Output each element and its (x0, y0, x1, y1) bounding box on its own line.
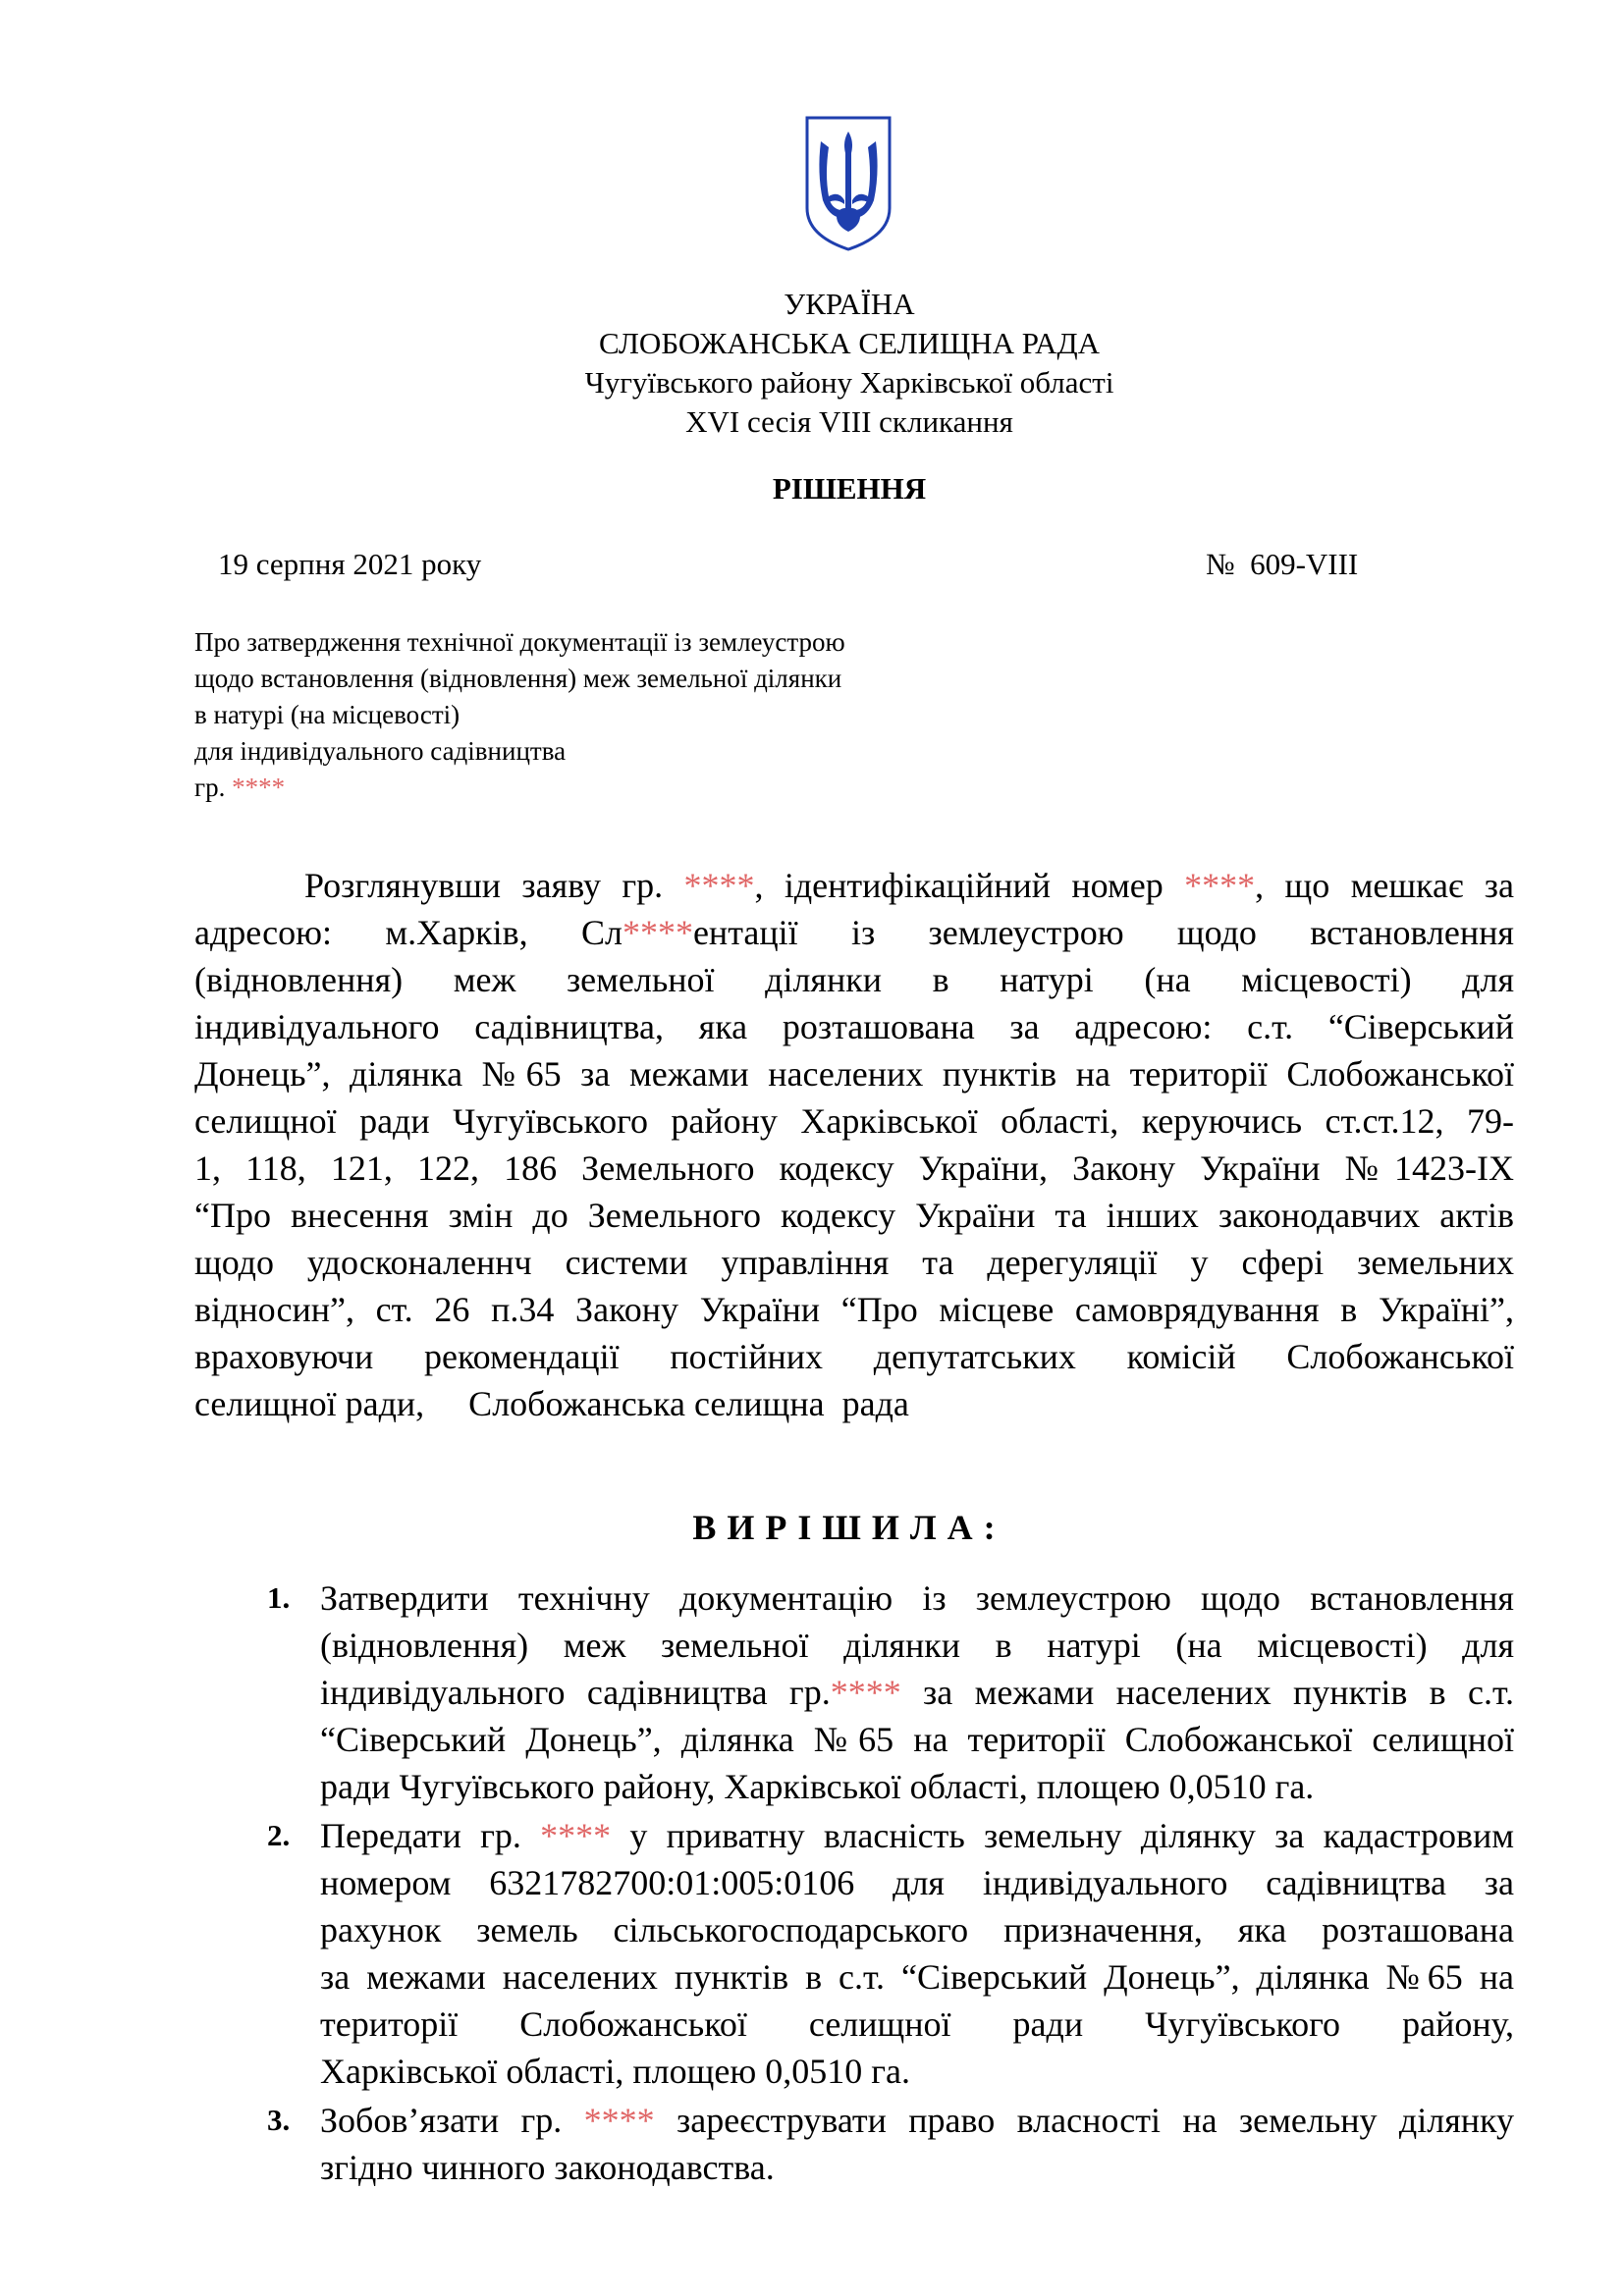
item-line (320, 1812, 1514, 1859)
preamble-line: (відновлення) меж земельної ділянки в натурі (на місцевості) для (194, 960, 1514, 999)
preamble-line (194, 862, 1514, 909)
item-text: за межами населених пунктів в с.т. (900, 1673, 1514, 1712)
preamble-text: , ідентифікаційний номер (754, 866, 1185, 905)
preamble-line: 1, 118, 121, 122, 186 Земельного кодексу України, Закону України №1423-IX (194, 1148, 1514, 1188)
item-line: згідно чинного законодавства. (320, 2148, 775, 2187)
masked-name: **** (232, 773, 286, 802)
item-line: (відновлення) меж земельної ділянки в натурі (на місцевості) для (320, 1626, 1514, 1665)
list-item (267, 1575, 1514, 1810)
preamble-line (194, 909, 1514, 956)
list-item (267, 1812, 1514, 2095)
masked-name: **** (683, 866, 755, 905)
subject-line-text: гр. (194, 773, 233, 802)
preamble (194, 862, 1514, 1427)
subject-line: для індивідуального садівництва (194, 736, 567, 766)
item-line (320, 2097, 1514, 2144)
subject-line: щодо встановлення (відновлення) меж земельної ділянки (194, 664, 842, 693)
item-text: Зобов’язати гр. (320, 2101, 584, 2140)
item-text: зареєструвати право власності на земельну ділянку (654, 2101, 1514, 2140)
preamble-line: селищної ради, Слобожанська селищна рада (194, 1384, 909, 1423)
item-line: Затвердити технічну документацію із землеустрою щодо встановлення (320, 1578, 1514, 1618)
item-line: “Сіверський Донець”, ділянка №65 на території Слобожанської селищної (320, 1720, 1514, 1759)
subject-line (194, 770, 845, 806)
preamble-line: селищної ради Чугуївського району Харківської області, керуючись ст.ст.12, 79- (194, 1101, 1514, 1141)
item-line: за межами населених пунктів в с.т. “Сіверський Донець”, ділянка №65 на (320, 1957, 1514, 1997)
item-number: 3. (267, 2103, 291, 2137)
letterhead (0, 285, 1624, 442)
preamble-line: щодо удосконаленнч системи управління та дерегуляції у сфері земельних (194, 1243, 1514, 1282)
item-number: 1. (267, 1580, 291, 1615)
preamble-text: ентації із землеустрою щодо встановлення (692, 913, 1514, 952)
preamble-text: адресою: м.Харків, Сл (194, 913, 623, 952)
masked-id: **** (1184, 866, 1256, 905)
decision-subject (194, 624, 845, 806)
letterhead-council: СЛОБОЖАНСЬКА СЕЛИЩНА РАДА (599, 326, 1100, 360)
preamble-line: індивідуального садівництва, яка розташована за адресою: с.т. “Сіверський (194, 1007, 1514, 1046)
masked-address: **** (622, 913, 693, 952)
letterhead-district: Чугуївського району Харківської області (584, 365, 1114, 400)
item-text: Передати гр. (320, 1816, 541, 1855)
subject-line: Про затвердження технічної документації із землеустрою (194, 627, 845, 657)
item-text: у приватну власність земельну ділянку за кадастровим (611, 1816, 1515, 1855)
preamble-line: відносин”, ст. 26 п.34 Закону України “Про місцеве самоврядування в Україні”, (194, 1290, 1514, 1329)
coat-of-arms-of-ukraine-icon (801, 114, 895, 251)
preamble-text: Розглянувши заяву гр. (304, 866, 684, 905)
decision-number: № 609-VIII (1206, 547, 1359, 581)
item-line: Харківської області, площею 0,0510 га. (320, 2052, 910, 2091)
item-line: ради Чугуївського району, Харківської області, площею 0,0510 га. (320, 1767, 1315, 1806)
preamble-line: Донець”, ділянка №65 за межами населених пунктів на території Слобожанської (194, 1054, 1514, 1094)
masked-name: **** (583, 2101, 655, 2140)
subject-line: в натурі (на місцевості) (194, 700, 460, 729)
letterhead-session: XVI сесія VIII скликання (685, 404, 1013, 439)
masked-name: **** (830, 1673, 901, 1712)
preamble-line: “Про внесення змін до Земельного кодексу України та інших законодавчих актів (194, 1196, 1514, 1235)
letterhead-country: УКРАЇНА (784, 287, 915, 321)
list-item (267, 2097, 1514, 2191)
preamble-text: , що мешкає за (1255, 866, 1514, 905)
item-number: 2. (267, 1818, 291, 1852)
decision-items (267, 1575, 1514, 2191)
decision-date: 19 серпня 2021 року (218, 547, 482, 581)
masked-name: **** (540, 1816, 612, 1855)
decision-title: РІШЕННЯ (772, 471, 927, 506)
item-line (320, 1669, 1514, 1716)
item-line: території Слобожанської селищної ради Чугуївського району, (320, 2004, 1514, 2044)
item-text: індивідуального садівництва гр. (320, 1673, 831, 1712)
preamble-line: враховуючи рекомендації постійних депутатських комісій Слобожанської (194, 1337, 1514, 1376)
item-line: рахунок земель сільськогосподарського призначення, яка розташована (320, 1910, 1514, 1949)
item-line: номером 6321782700:01:005:0106 для індивідуального садівництва за (320, 1863, 1514, 1902)
resolved-heading: ВИРІШИЛА: (692, 1508, 1006, 1547)
